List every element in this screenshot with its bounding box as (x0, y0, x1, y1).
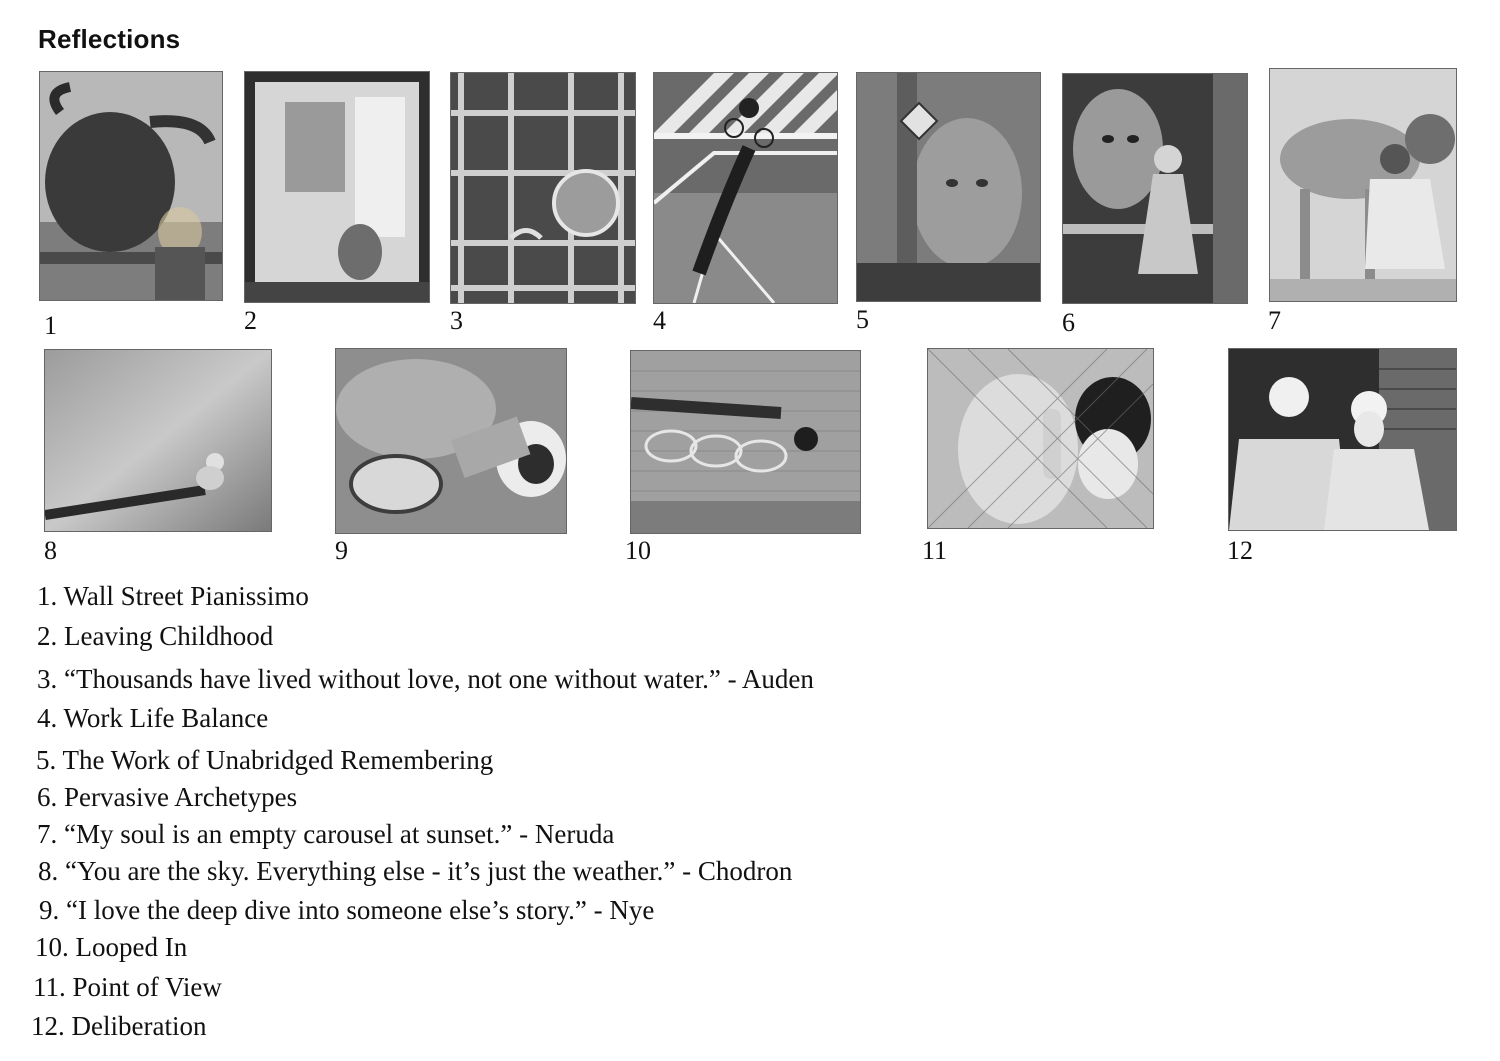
caption-7: 7. “My soul is an empty carousel at sunset.” - Neruda (37, 819, 615, 849)
photo-12 (1228, 348, 1457, 531)
photo-3 (450, 72, 636, 304)
photo-10 (630, 350, 861, 534)
caption-12: 12. Deliberation (31, 1011, 207, 1041)
photo-11 (927, 348, 1154, 529)
caption-4: 4. Work Life Balance (37, 703, 269, 733)
photo-number-4: 4 (653, 306, 666, 335)
page-title: Reflections (38, 24, 181, 54)
photo-number-7: 7 (1268, 306, 1281, 335)
photo-number-11: 11 (922, 536, 948, 565)
photo-number-12: 12 (1227, 536, 1253, 565)
photo-number-6: 6 (1062, 308, 1075, 337)
face-reflection-image (857, 73, 1040, 301)
caption-11: 11. Point of View (33, 972, 222, 1002)
photo-6 (1062, 73, 1248, 304)
caption-10: 10. Looped In (35, 932, 188, 962)
caption-3: 3. “Thousands have lived without love, not one without water.” - Auden (37, 664, 814, 694)
cyclist-image (654, 73, 837, 303)
photo-8 (44, 349, 272, 532)
photo-number-8: 8 (44, 536, 57, 565)
caption-2: 2. Leaving Childhood (37, 621, 274, 651)
photo-number-2: 2 (244, 306, 257, 335)
fence-child-image (928, 349, 1153, 528)
photo-4 (653, 72, 838, 304)
photo-number-3: 3 (450, 306, 463, 335)
crouching-figure-image (45, 350, 271, 531)
photo-number-5: 5 (856, 305, 869, 334)
shop-window-image (245, 72, 429, 302)
photo-2 (244, 71, 430, 303)
caption-9: 9. “I love the deep dive into someone else’s story.” - Nye (39, 895, 655, 925)
photo-number-1: 1 (44, 311, 57, 340)
doll-image (1063, 74, 1247, 303)
photo-5 (856, 72, 1041, 302)
photo-9 (335, 348, 567, 534)
caption-6: 6. Pervasive Archetypes (37, 782, 298, 812)
photo-1 (39, 71, 223, 301)
pipes-image (451, 73, 635, 303)
two-men-image (1229, 349, 1456, 530)
photo-7 (1269, 68, 1457, 302)
caption-8: 8. “You are the sky. Everything else - it’s just the weather.” - Chodron (38, 856, 793, 886)
photo-number-10: 10 (625, 536, 651, 565)
faucet-image (336, 349, 566, 533)
photo-number-9: 9 (335, 536, 348, 565)
caption-1: 1. Wall Street Pianissimo (37, 581, 309, 611)
caption-5: 5. The Work of Unabridged Remembering (36, 745, 494, 775)
bike-racks-image (631, 351, 860, 533)
cows-image (1270, 69, 1456, 301)
bull-image (40, 72, 222, 300)
